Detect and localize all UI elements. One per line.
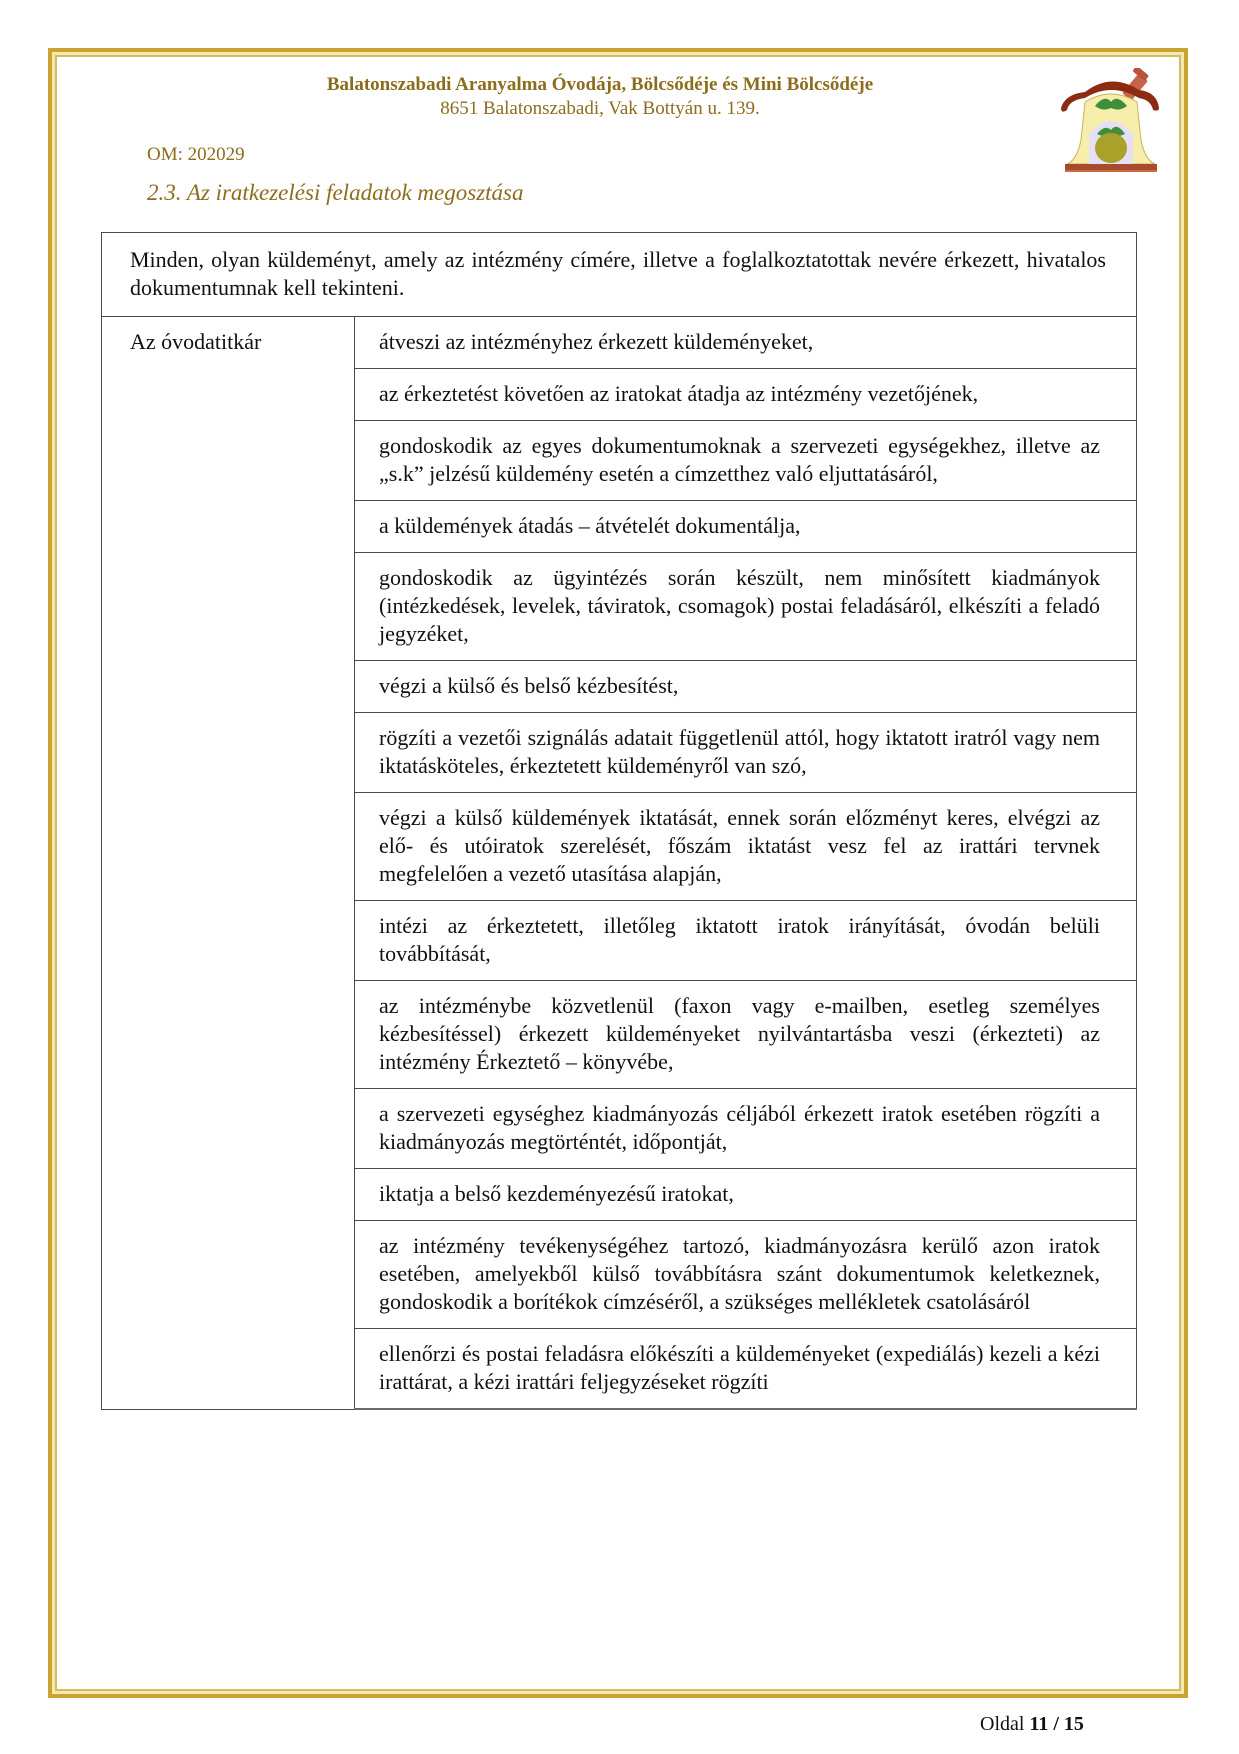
task-cell: az intézménybe közvetlenül (faxon vagy e-mailben, esetleg személyes kézbesítéssel) érkezett küldeményeket nyilvántartásba veszi (érkezteti) az intézmény Érkeztető – könyvébe, — [355, 981, 1137, 1089]
task-cell: ellenőrzi és postai feladásra előkészíti a küldeményeket (expediálás) kezeli a kézi irattárat, a kézi irattári feljegyzéseket rögzíti — [355, 1329, 1137, 1410]
task-cell: intézi az érkeztetett, illetőleg iktatott iratok irányítását, óvodán belüli továbbítását, — [355, 901, 1137, 981]
page-label: Oldal — [980, 1713, 1025, 1735]
role-cell: Az óvodatitkár — [102, 317, 355, 1410]
task-cell: a küldemények átadás – átvételét dokumentálja, — [355, 501, 1137, 553]
section-title: 2.3. Az iratkezelési feladatok megosztása — [147, 180, 524, 205]
task-cell: gondoskodik az ügyintézés során készült, nem minősített kiadmányok (intézkedések, levelek, táviratok, csomagok) postai feladásáról, elkészíti a feladó jegyzéket, — [355, 553, 1137, 661]
task-cell: az érkeztetést követően az iratokat átadja az intézmény vezetőjének, — [355, 369, 1137, 421]
task-cell: a szervezeti egységhez kiadmányozás céljából érkezett iratok esetében rögzíti a kiadmányozás megtörténtét, időpontját, — [355, 1089, 1137, 1169]
task-cell: végzi a külső és belső kézbesítést, — [355, 661, 1137, 713]
table-row — [102, 317, 1137, 369]
apple-bell-house-logo-icon — [1055, 68, 1167, 180]
task-cell: átveszi az intézményhez érkezett küldeményeket, — [355, 317, 1137, 369]
institution-address: 8651 Balatonszabadi, Vak Bottyán u. 139. — [440, 98, 760, 119]
intro-cell: Minden, olyan küldeményt, amely az intézmény címére, illetve a foglalkoztatottak nevére érkezett, hivatalos dokumentumnak kell tekinteni. — [102, 233, 1137, 317]
table-row-intro — [102, 233, 1137, 317]
task-cell: végzi a külső küldemények iktatását, ennek során előzményt keres, elvégzi az elő- és utóiratok szerelését, főszám iktatást vesz fel az irattári tervnek megfelelően a vezető utasítása alapján, — [355, 793, 1137, 901]
page-number — [980, 1713, 1084, 1736]
page-total: 15 — [1063, 1713, 1084, 1735]
task-cell: iktatja a belső kezdeményezésű iratokat, — [355, 1169, 1137, 1221]
task-cell: gondoskodik az egyes dokumentumoknak a szervezeti egységekhez, illetve az „s.k” jelzésű küldemény esetén a címzetthez való eljuttatásáról, — [355, 421, 1137, 501]
institution-name: Balatonszabadi Aranyalma Óvodája, Bölcsődéje és Mini Bölcsődéje — [326, 74, 874, 95]
page-separator: / — [1053, 1713, 1059, 1735]
task-cell: rögzíti a vezetői szignálás adatait függetlenül attól, hogy iktatott iratról vagy nem iktatásköteles, érkeztetett küldeményről van szó, — [355, 713, 1137, 793]
task-distribution-table — [101, 232, 1137, 1410]
page-current: 11 — [1029, 1713, 1049, 1735]
task-cell: az intézmény tevékenységéhez tartozó, kiadmányozásra kerülő azon iratok esetében, amelyekből külső továbbításra szánt dokumentumok keletkeznek, gondoskodik a borítékok címzéséről, a szükséges mellékletek csatolásáról — [355, 1221, 1137, 1329]
om-identifier: OM: 202029 — [147, 144, 245, 165]
